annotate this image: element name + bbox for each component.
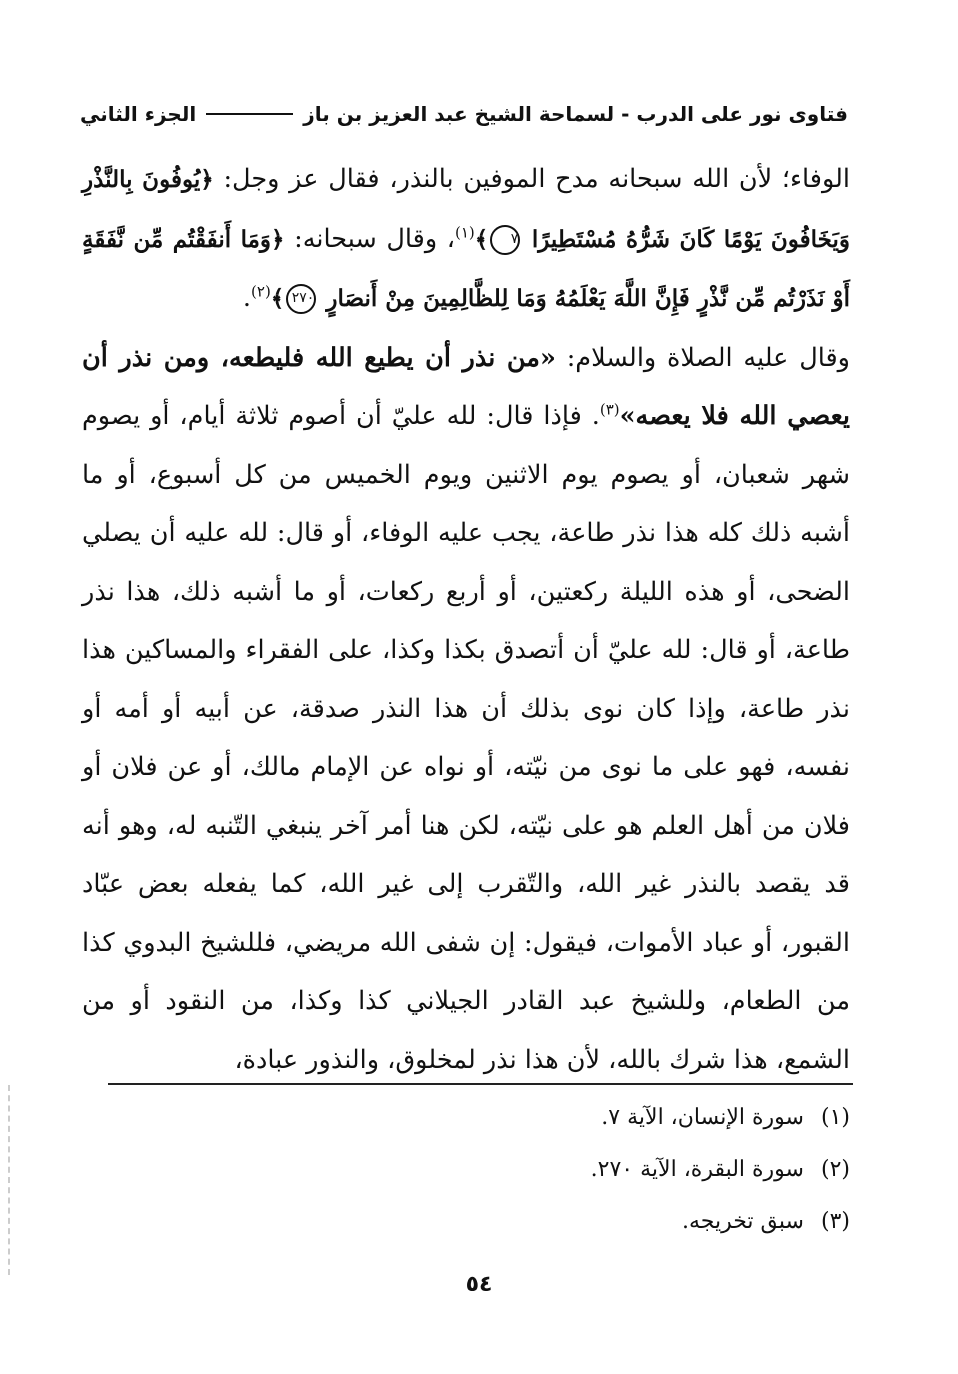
scan-binding-edge [8, 1085, 12, 1275]
quran-bracket-close: ﴾ [474, 225, 489, 253]
quran-bracket-close: ﴾ [270, 285, 285, 312]
quran-verse: ﴿يُوفُونَ بِالنَّذْرِ وَيَخَافُونَ يَوْمًا كَانَ شَرُّهُ مُسْتَطِيرًا [82, 166, 851, 253]
footnote-ref: (١) [454, 223, 475, 241]
page-number: ٥٤ [465, 1272, 493, 1297]
header-book-title-text: فتاوى نور على الدرب [636, 102, 848, 126]
footnote-ref: (٣) [599, 400, 620, 419]
ayah-number-mark: ٧ [490, 225, 520, 255]
body-segment: الوفاء؛ لأن الله سبحانه مدح الموفين بالنذر، فقال عز وجل: [213, 164, 851, 194]
footnote-number: (١) [820, 1105, 850, 1130]
footnote-text: سبق تخريجه. [681, 1209, 804, 1234]
footnote-ref: (٢) [251, 282, 271, 301]
hadith-paragraph [82, 329, 850, 1090]
header-author: - لسماحة الشيخ عبد العزيز بن باز [303, 102, 630, 126]
main-paragraph [82, 150, 850, 329]
running-header [80, 94, 848, 134]
body-segment: ، وقال سبحانه: [284, 223, 455, 254]
footnote-item [82, 1196, 850, 1248]
body-text [82, 150, 850, 1089]
quran-verse: ﴿وَمَا أَنفَقْتُم مِّن نَّفَقَةٍ أَوْ نَذَرْتُم مِّن نَّذْرٍ فَإِنَّ اللَّهَ يَعْلَمُهُ وَمَا لِلظَّالِمِينَ مِنْ أَنصَارٍ [82, 225, 850, 312]
header-book-title [303, 102, 848, 126]
body-segment: . [242, 283, 252, 313]
footnote-number: (٢) [820, 1157, 850, 1182]
footnotes [82, 1092, 850, 1248]
footnote-text: سورة البقرة، الآية ٢٧٠. [590, 1157, 804, 1182]
header-volume: الجزء الثاني [80, 102, 197, 126]
footnote-text: سورة الإنسان، الآية ٧. [601, 1105, 804, 1130]
footnote-item [82, 1144, 850, 1196]
hadith-quote: «من نذر أن يطيع الله فليطعه، ومن نذر أن يعصي الله فلا يعصه» [82, 342, 850, 431]
header-rule [206, 113, 293, 115]
footnote-number: (٣) [820, 1209, 850, 1234]
body-segment: وقال عليه الصلاة والسلام: [555, 342, 850, 373]
footnote-divider [108, 1083, 853, 1085]
ayah-number-mark: ٢٧٠ [286, 284, 316, 314]
body-segment: . فإذا قال: لله عليّ أن أصوم ثلاثة أيام، أو يصوم شهر شعبان، أو يصوم يوم الاثنين ويوم الخميس من كل أسبوع، أو ما أشبه ذلك كله هذا نذر طاعة، يجب عليه الوفاء، أو قال: لله عليه أن يصلي الضحى، أو هذه الليلة ركعتين، أو أربع ركعات، أو ما أشبه ذلك، هذا نذر طاعة، أو قال: لله عليّ أن أتصدق بكذا وكذا، على الفقراء والمساكين هذا نذر طاعة، وإذا كان نوى بذلك أن هذا النذر صدقة، عن أبيه أو أمه أو نفسه، فهو على ما نوى من نيّته، أو نواه عن الإمام مالك، أو عن فلان أو فلان من أهل العلم هو على نيّته، لكن هنا أمر آخر ينبغي التّنبه له، وهو أنه قد يقصد بالنذر غير الله، والتّقرب إلى غير الله، كما يفعله بعض عبّاد القبور، أو عباد الأموات، فيقول: إن شفى الله مريضي، فللشيخ البدوي كذا من الطعام، وللشيخ عبد القادر الجيلاني كذا وكذا، من النقود أو من الشمع، هذا شرك بالله، لأن هذا نذر لمخلوق، والنذور عبادة، [82, 401, 850, 1075]
footnote-item [82, 1092, 850, 1144]
